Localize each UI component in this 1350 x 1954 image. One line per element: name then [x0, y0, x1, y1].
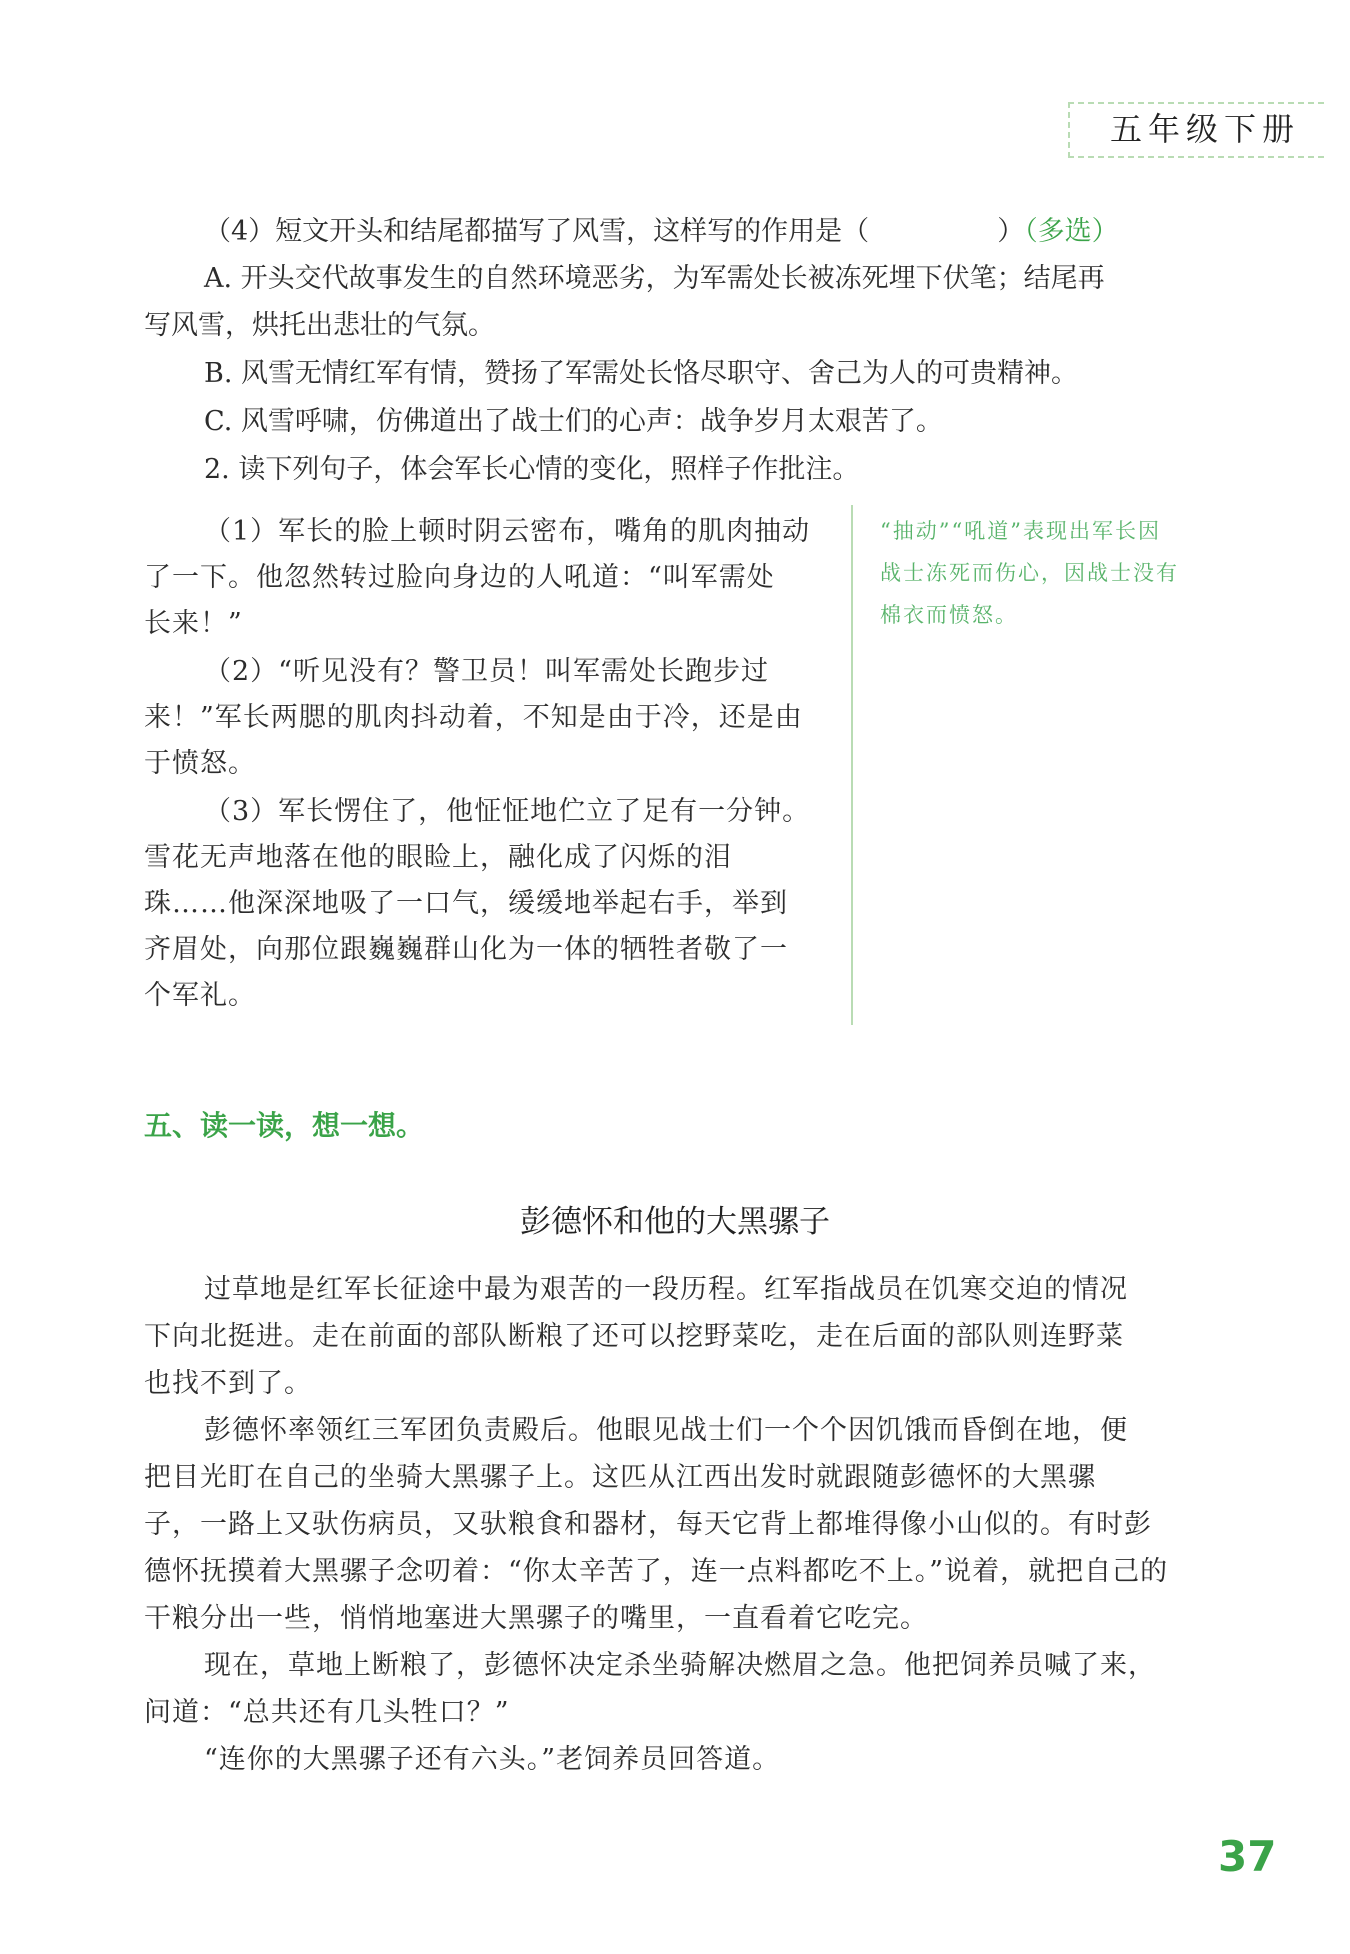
- sentence-3-line2: 雪花无声地落在他的眼睑上，融化成了闪烁的泪: [144, 842, 732, 873]
- sentence-2-line1: （2）“听见没有？警卫员！叫军需处长跑步过: [204, 656, 769, 687]
- sentence-3-line5: 个军礼。: [144, 980, 256, 1011]
- story-line: 把目光盯在自己的坐骑大黑骡子上。这匹从江西出发时就跟随彭德怀的大黑骡: [144, 1462, 1096, 1493]
- q4-option-a-line1: A. 开头交代故事发生的自然环境恶劣，为军需处长被冻死埋下伏笔；结尾再: [204, 263, 1105, 294]
- story-title: 彭德怀和他的大黑骡子: [520, 1204, 830, 1240]
- q4-option-a-line2: 写风雪，烘托出悲壮的气氛。: [144, 310, 495, 341]
- q4-option-c: C. 风雪呼啸，仿佛道出了战士们的心声：战争岁月太艰苦了。: [204, 406, 943, 437]
- sentence-1-line2: 了一下。他忽然转过脸向身边的人吼道：“叫军需处: [144, 562, 775, 593]
- q4-multi-select-tag: （多选）: [1024, 216, 1119, 247]
- annotation-line: 战士冻死而伤心，因战士没有: [880, 561, 1179, 585]
- story-line: 过草地是红军长征途中最为艰苦的一段历程。红军指战员在饥寒交迫的情况: [204, 1274, 1128, 1305]
- annotation-note[interactable]: [880, 510, 1210, 636]
- annotation-line: 棉衣而愤怒。: [880, 603, 1018, 627]
- story-line: 彭德怀率领红三军团负责殿后。他眼见战士们一个个因饥饿而昏倒在地，便: [204, 1415, 1128, 1446]
- annotation-divider: [851, 505, 853, 1025]
- sentence-3-line3: 珠……他深深地吸了一口气，缓缓地举起右手，举到: [144, 888, 788, 919]
- sentence-1-line1: （1）军长的脸上顿时阴云密布，嘴角的肌肉抽动: [204, 516, 811, 547]
- story-line: 问道：“总共还有几头牲口？”: [144, 1697, 510, 1728]
- story-line: “连你的大黑骡子还有六头。”老饲养员回答道。: [204, 1744, 781, 1775]
- sentence-1-line3: 长来！”: [144, 608, 243, 639]
- q4-stem-close: ）: [997, 216, 1025, 247]
- page-number: 37: [1218, 1832, 1277, 1881]
- grade-label: 五年级下册: [1110, 110, 1301, 148]
- story-line: 干粮分出一些，悄悄地塞进大黑骡子的嘴里，一直看着它吃完。: [144, 1603, 928, 1634]
- story-line: 子，一路上又驮伤病员，又驮粮食和器材，每天它背上都堆得像小山似的。有时彭: [144, 1509, 1152, 1540]
- sentence-2-line2: 来！”军长两腮的肌肉抖动着，不知是由于冷，还是由: [144, 702, 803, 733]
- q2-stem: 2. 读下列句子，体会军长心情的变化，照样子作批注。: [204, 454, 860, 485]
- q4-option-b: B. 风雪无情红军有情，赞扬了军需处长恪尽职守、舍己为人的可贵精神。: [204, 358, 1079, 389]
- story-line: 现在，草地上断粮了，彭德怀决定杀坐骑解决燃眉之急。他把饲养员喊了来，: [204, 1650, 1156, 1681]
- q4-stem: [204, 212, 1119, 252]
- story-line: 下向北挺进。走在前面的部队断粮了还可以挖野菜吃，走在后面的部队则连野菜: [144, 1321, 1124, 1352]
- annotation-line: “抽动”“吼道”表现出军长因: [880, 519, 1161, 543]
- section-five-heading: 五、读一读，想一想。: [144, 1109, 425, 1142]
- sentence-3-line4: 齐眉处，向那位跟巍巍群山化为一体的牺牲者敬了一: [144, 934, 788, 965]
- story-line: 也找不到了。: [144, 1368, 312, 1399]
- sentence-2-line3: 于愤怒。: [144, 748, 256, 779]
- q4-stem-text: （4）短文开头和结尾都描写了风雪，这样写的作用是（: [204, 216, 870, 247]
- sentence-3-line1: （3）军长愣住了，他怔怔地伫立了足有一分钟。: [204, 796, 811, 827]
- story-line: 德怀抚摸着大黑骡子念叨着：“你太辛苦了，连一点料都吃不上。”说着，就把自己的: [144, 1556, 1169, 1587]
